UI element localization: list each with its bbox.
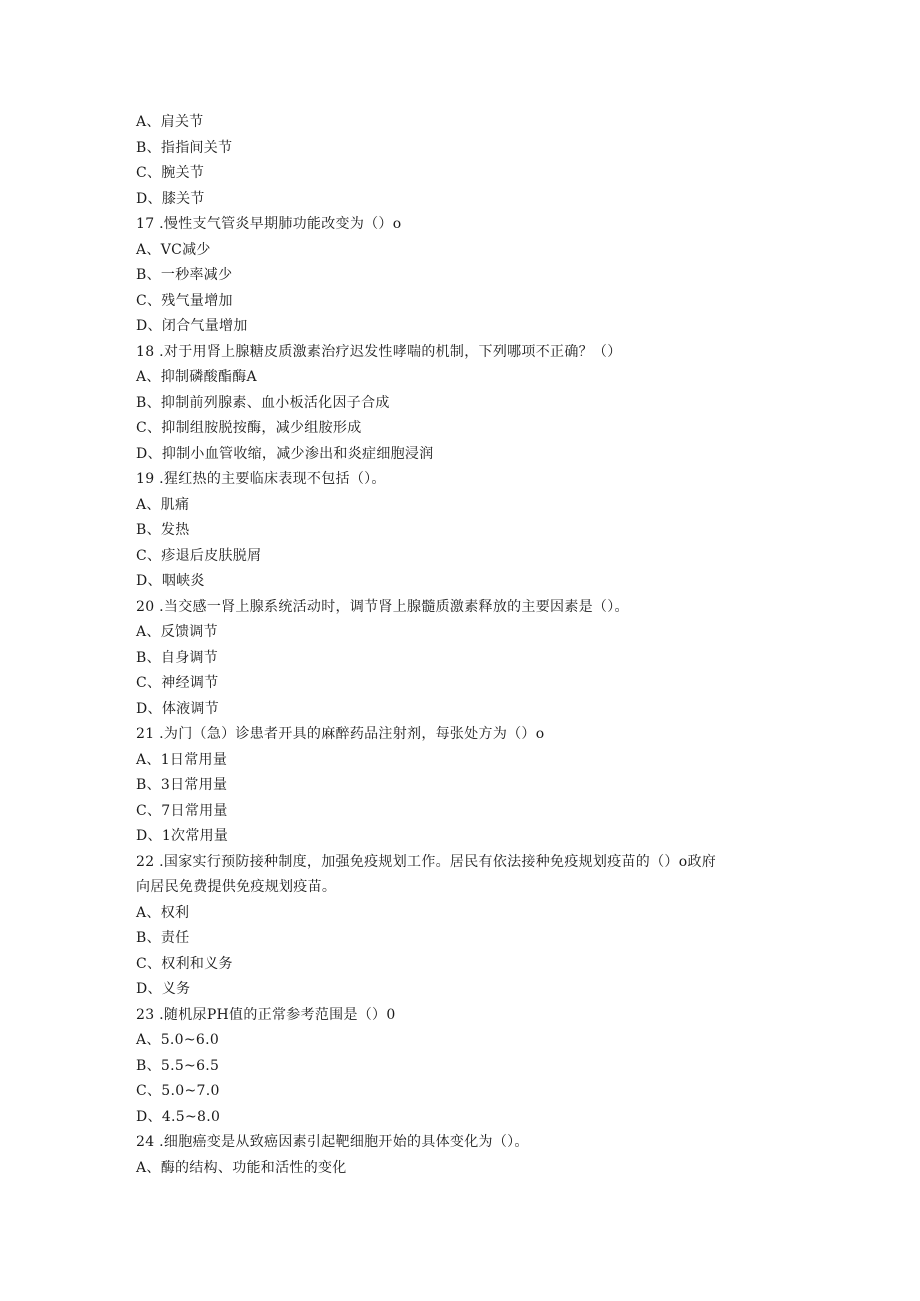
option-line: A、1日常用量 xyxy=(136,751,228,768)
option-line: A、抑制磷酸酯酶A xyxy=(136,369,257,385)
option-line: B、3日常用量 xyxy=(136,777,228,793)
option-line: D、1次常用量 xyxy=(136,828,229,844)
option-line: C、7日常用量 xyxy=(136,802,228,819)
question-line: 24 .细胞癌变是从致癌因素引起靶细胞开始的具体变化为（）。 xyxy=(136,1134,529,1150)
option-line: D、抑制小血管收缩，减少渗出和炎症细胞浸润 xyxy=(136,445,434,462)
option-line: C、神经调节 xyxy=(136,675,219,691)
option-line: C、腕关节 xyxy=(136,165,205,181)
option-line: A、肌痛 xyxy=(136,496,190,513)
option-line: C、抑制组胺脱按酶，减少组胺形成 xyxy=(136,420,362,436)
question-line: 20 .当交感一肾上腺系统活动时，调节肾上腺髓质激素释放的主要因素是（）。 xyxy=(136,598,629,615)
option-line: B、指指间关节 xyxy=(136,139,233,156)
option-line: C、残气量增加 xyxy=(136,292,233,309)
question-line: 向居民免费提供免疫规划疫苗。 xyxy=(136,879,337,895)
option-line: A、VC减少 xyxy=(136,241,211,258)
option-line: D、4.5~8.0 xyxy=(136,1108,221,1125)
option-line: D、膝关节 xyxy=(136,190,205,207)
option-line: D、体液调节 xyxy=(136,700,220,717)
option-line: A、权利 xyxy=(136,904,190,921)
question-list xyxy=(136,110,786,1181)
question-line: 21 .为门（急）诊患者开具的麻醉药品注射剂，每张处方为（）o xyxy=(136,726,545,742)
option-line: B、抑制前列腺素、血小板活化因子合成 xyxy=(136,394,390,411)
question-line: 22 .国家实行预防接种制度，加强免疫规划工作。居民有依法接种免疫规划疫苗的（）o政府 xyxy=(136,853,717,870)
option-line: B、自身调节 xyxy=(136,649,219,666)
option-line: C、疹退后皮肤脱屑 xyxy=(136,547,262,564)
option-line: C、权利和义务 xyxy=(136,955,233,972)
option-line: D、闭合气量增加 xyxy=(136,318,248,334)
question-line: 19 .猩红热的主要临床表现不包括（）。 xyxy=(136,471,386,487)
question-line: 18 .对于用肾上腺糖皮质激素治疗迟发性哮喘的机制，下列哪项不正确？（） xyxy=(136,343,622,360)
option-line: B、5.5~6.5 xyxy=(136,1057,220,1074)
option-line: A、5.0~6.0 xyxy=(136,1032,220,1048)
question-line: 17 .慢性支气管炎早期肺功能改变为（）o xyxy=(136,216,402,232)
option-line: A、肩关节 xyxy=(136,114,204,130)
option-line: D、义务 xyxy=(136,981,191,997)
option-line: A、酶的结构、功能和活性的变化 xyxy=(136,1159,347,1176)
option-line: B、一秒率减少 xyxy=(136,267,233,283)
option-line: A、反馈调节 xyxy=(136,624,218,640)
option-line: B、责任 xyxy=(136,930,190,946)
option-line: B、发热 xyxy=(136,522,190,538)
option-line: D、咽峡炎 xyxy=(136,573,205,589)
question-line: 23 .随机尿PH值的正常参考范围是（）0 xyxy=(136,1006,396,1023)
option-line: C、5.0~7.0 xyxy=(136,1083,220,1099)
